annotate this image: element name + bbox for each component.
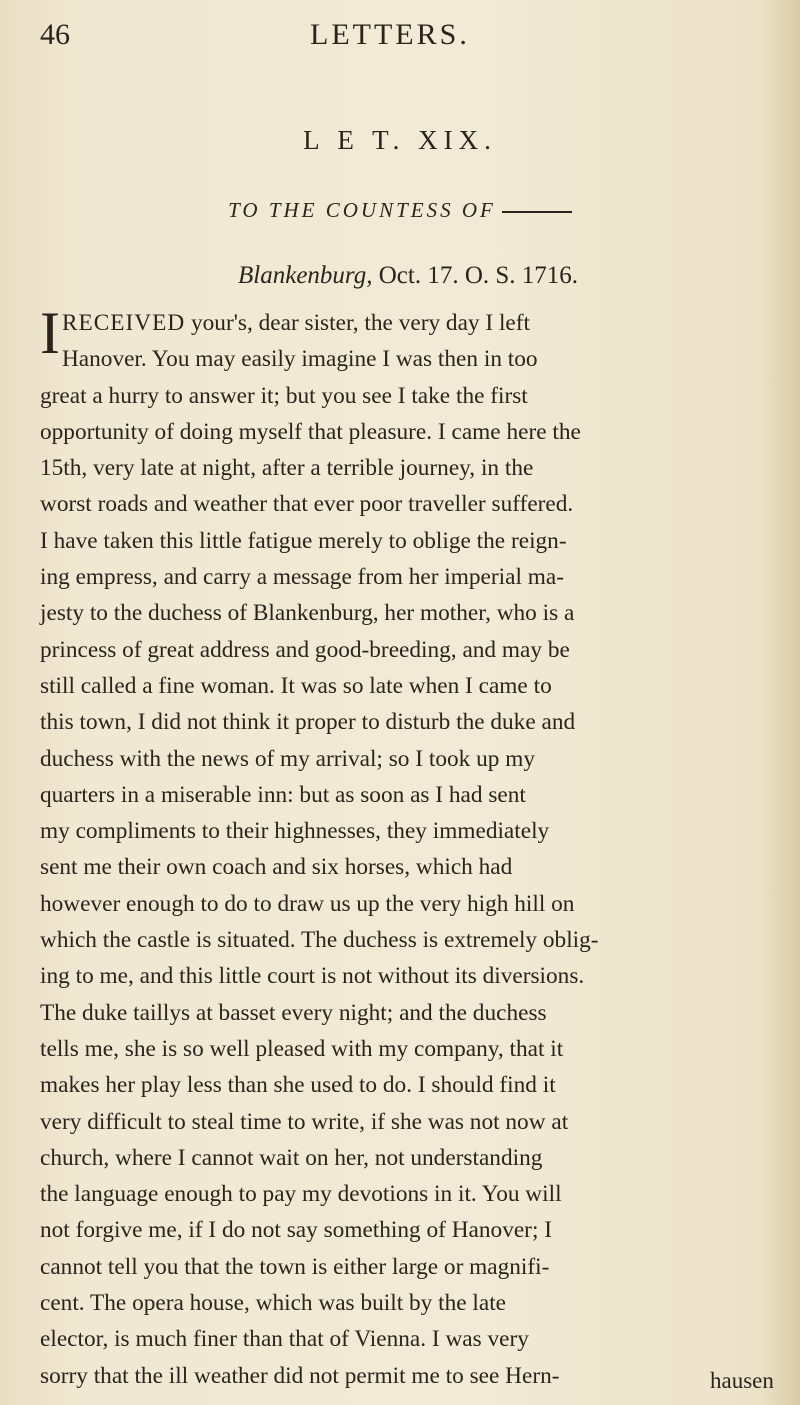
letter-title: L E T. XIX. — [303, 125, 497, 155]
text-line: ing empress, and carry a message from her imperial ma- — [40, 564, 564, 591]
text-line: great a hurry to answer it; but you see I take the first — [40, 382, 528, 409]
salutation — [0, 198, 800, 223]
text-line: duchess with the news of my arrival; so I took up my — [40, 745, 535, 772]
salutation-dash — [502, 211, 572, 213]
text-line: worst roads and weather that ever poor traveller suffered. — [40, 491, 574, 518]
text-line: jesty to the duchess of Blankenburg, her mother, who is a — [40, 600, 575, 627]
text-line: this town, I did not think it proper to disturb the duke and — [40, 709, 576, 736]
page-header — [40, 18, 740, 58]
text-line: princess of great address and good-breeding, and may be — [40, 636, 570, 663]
dateline-date: Oct. 17. O. S. 1716. — [378, 262, 579, 289]
letter-body — [40, 300, 785, 1394]
catchword: hausen — [710, 1368, 774, 1393]
text-line: tells me, she is so well pleased with my company, that it — [40, 1035, 564, 1062]
salutation-text: TO THE COUNTESS OF — [228, 198, 496, 222]
page-number: 46 — [40, 18, 70, 51]
text-line: the language enough to pay my devotions in it. You will — [40, 1181, 562, 1208]
text-line: not forgive me, if I do not say something of Hanover; I — [40, 1217, 552, 1244]
text-line: my compliments to their highnesses, they immediately — [40, 818, 550, 845]
dateline-place: Blankenburg, — [238, 262, 373, 289]
text-line: The duke taillys at basset every night; and the duchess — [40, 999, 547, 1026]
text-line: Hanover. You may easily imagine I was then in too — [61, 346, 538, 373]
text-line: cent. The opera house, which was built by the late — [40, 1290, 507, 1317]
text-line: church, where I cannot wait on her, not understanding — [40, 1144, 543, 1171]
text-line: makes her play less than she used to do. I should find it — [40, 1072, 556, 1099]
text-line: opportunity of doing myself that pleasure. I came here the — [40, 418, 581, 445]
opening-word: RECEIVED — [61, 310, 186, 336]
text-line: sent me their own coach and six horses, which had — [40, 854, 513, 881]
text-line: very difficult to steal time to write, if she was not now at — [40, 1108, 569, 1135]
text-line: ing to me, and this little court is not without its diversions. — [40, 963, 585, 990]
text-line: however enough to do to draw us up the very high hill on — [40, 890, 575, 917]
text-line: elector, is much finer than that of Vienna. I was very — [40, 1326, 529, 1353]
text-line: quarters in a miserable inn: but as soon as I had sent — [40, 781, 526, 808]
dateline — [238, 262, 578, 290]
running-head: LETTERS. — [310, 18, 470, 51]
text-line: 15th, very late at night, after a terrible journey, in the — [40, 455, 534, 482]
text-line: still called a fine woman. It was so late when I came to — [40, 672, 552, 699]
text-line: I have taken this little fatigue merely to oblige the reign- — [40, 527, 567, 554]
text-line: sorry that the ill weather did not permit me to see Hern- — [40, 1362, 560, 1389]
first-line-rest: your's, dear sister, the very day I left — [185, 310, 531, 336]
drop-cap: I — [40, 300, 60, 366]
text-line: cannot tell you that the town is either large or magnifi- — [40, 1253, 550, 1280]
text-line: which the castle is situated. The duchess is extremely oblig- — [40, 927, 599, 954]
